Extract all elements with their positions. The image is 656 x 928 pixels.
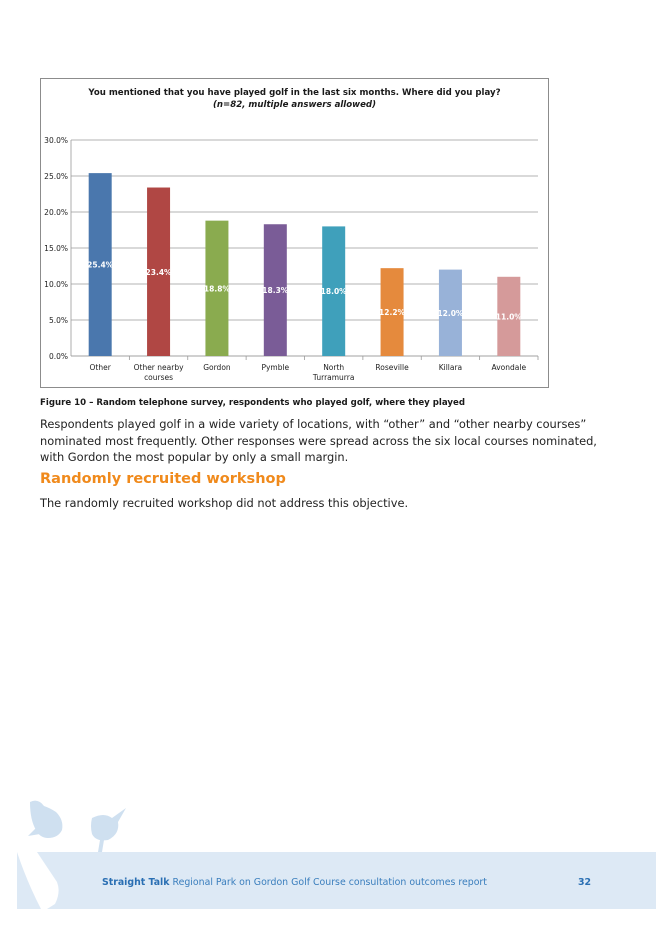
x-tick-label: courses [144, 373, 174, 382]
data-label: 11.0% [495, 312, 522, 322]
data-label: 18.0% [320, 287, 347, 297]
y-tick-label: 0.0% [48, 352, 68, 361]
chart-frame [40, 78, 549, 388]
data-label: 23.4% [145, 267, 172, 277]
y-tick-label: 25.0% [44, 172, 68, 181]
footer-brand: Straight Talk [102, 877, 170, 888]
section-heading: Randomly recruited workshop [40, 471, 286, 487]
y-tick-label: 15.0% [44, 244, 68, 253]
data-label: 12.2% [379, 308, 406, 318]
x-tick-label: Gordon [203, 363, 231, 372]
x-tick-label: Roseville [375, 363, 409, 372]
x-tick-label: Other nearby [133, 363, 184, 372]
y-tick-label: 10.0% [44, 280, 68, 289]
y-tick-label: 30.0% [44, 136, 68, 145]
data-label: 18.3% [262, 286, 289, 296]
x-tick-label: North [323, 363, 345, 372]
chart-title: You mentioned that you have played golf in the last six months. Where did you play? [88, 88, 501, 98]
workshop-paragraph: The randomly recruited workshop did not address this objective. [40, 496, 409, 510]
x-tick-label: Killara [438, 363, 463, 372]
y-tick-label: 20.0% [44, 208, 68, 217]
page-number: 32 [578, 877, 592, 888]
x-tick-label: Other [89, 363, 111, 372]
y-tick-label: 5.0% [48, 316, 68, 325]
data-label: 12.0% [437, 308, 464, 318]
data-label: 25.4% [87, 260, 114, 270]
bird-silhouette [17, 852, 97, 909]
x-tick-label: Pymble [261, 363, 290, 372]
x-tick-label: Turramurra [312, 373, 355, 382]
figure-caption: Figure 10 – Random telephone survey, respondents who played golf, where they played [40, 398, 465, 408]
data-label: 18.8% [203, 284, 230, 294]
footer-report-title: Regional Park on Gordon Golf Course consultation outcomes report [169, 877, 487, 888]
chart-subtitle: (n=82, multiple answers allowed) [212, 100, 377, 110]
footer-text [102, 877, 487, 888]
x-tick-label: Avondale [491, 363, 527, 372]
body-paragraph: Respondents played golf in a wide variety of locations, with “other” and “other nearby courses” nominated most frequently. Other responses were spread across the six local courses nominated, with Gordon the most popular by only a small margin. [40, 417, 597, 464]
bar-chart [41, 79, 548, 387]
